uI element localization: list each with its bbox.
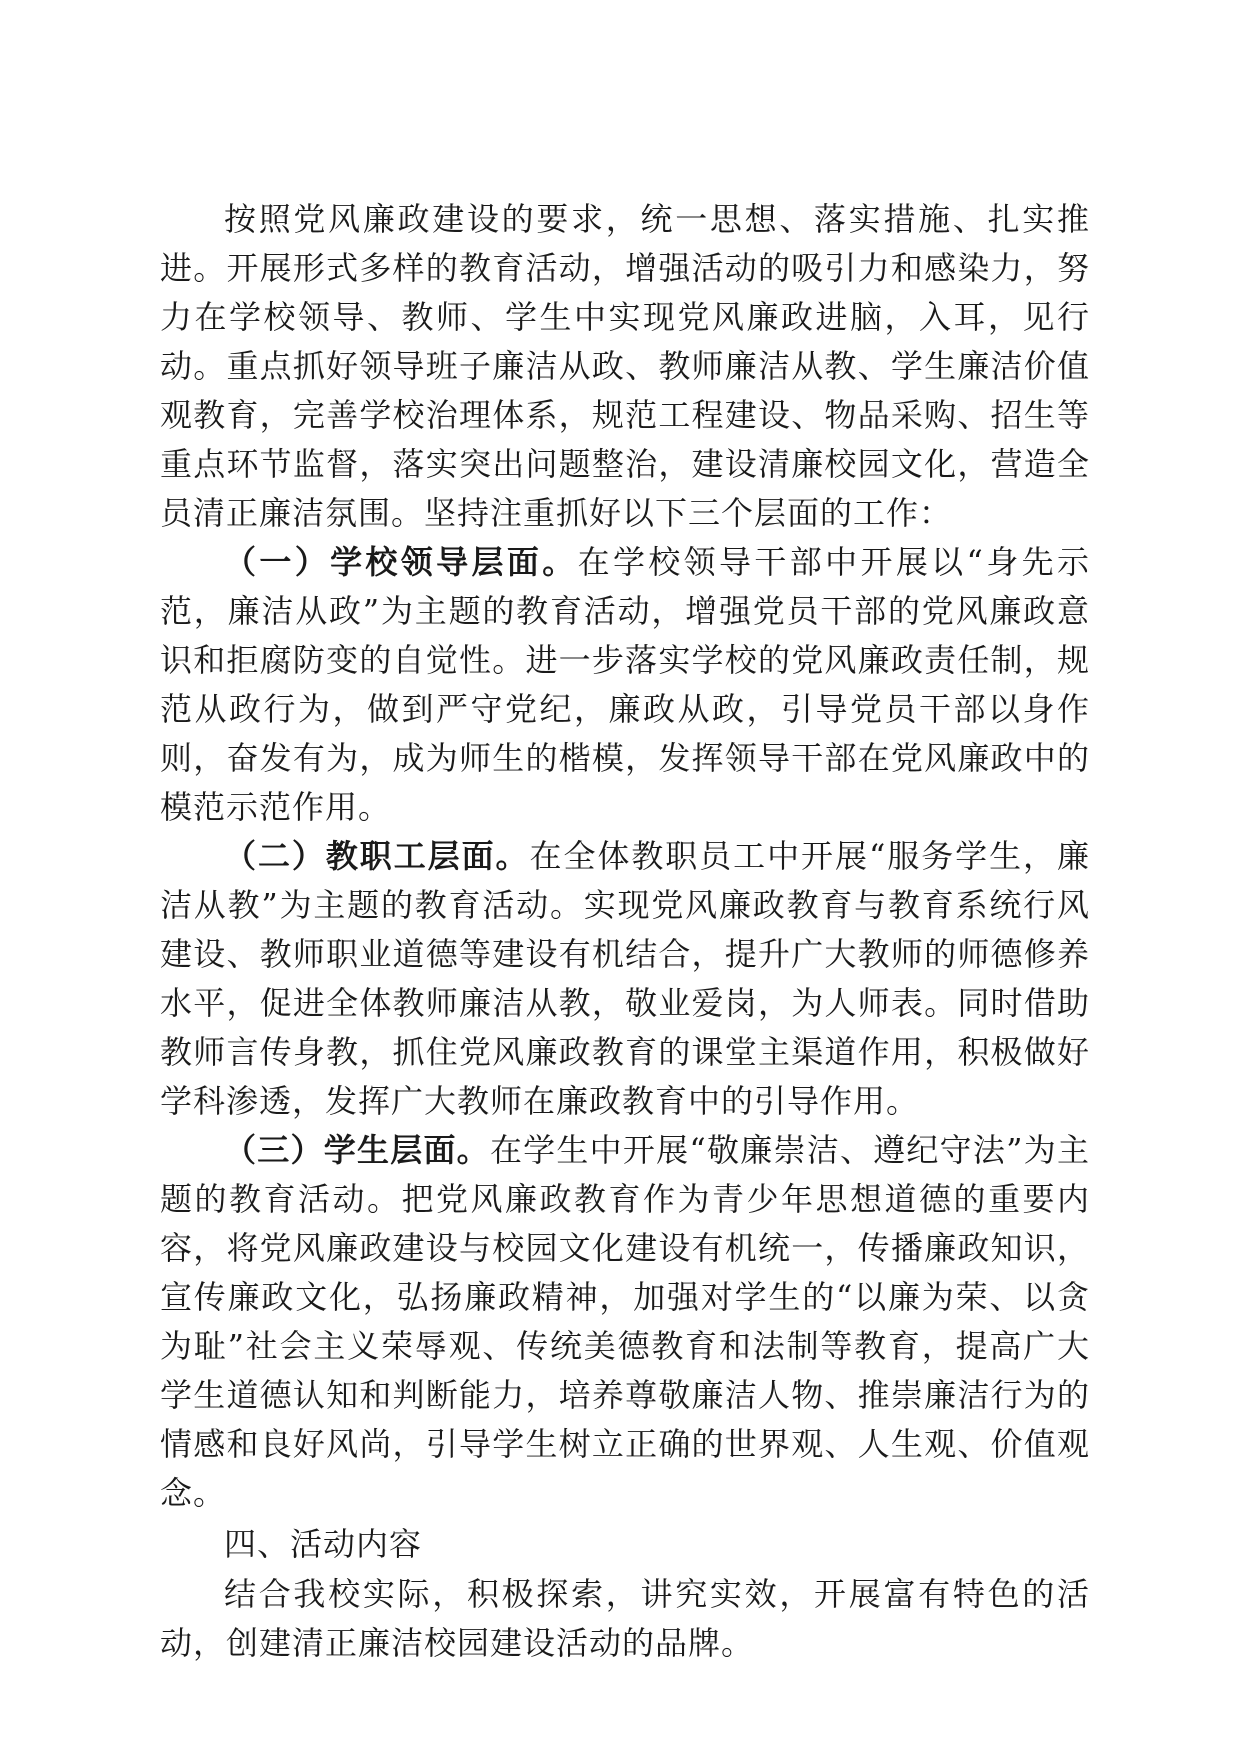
intro-paragraph [160, 195, 1090, 538]
section-3-paragraph [160, 1126, 1090, 1518]
section-2-paragraph [160, 832, 1090, 1126]
section-3-lead: （三）学生层面。 [224, 1131, 490, 1169]
section-2-body: 在全体教职员工中开展“服务学生，廉洁从教”为主题的教育活动。实现党风廉政教育与教育系统行风建设、教师职业道德等建设有机结合，提升广大教师的师德修养水平，促进全体教师廉洁从教，敬业爱岗，为人师表。同时借助教师言传身教，抓住党风廉政教育的课堂主渠道作用，积极做好学科渗透，发挥广大教师在廉政教育中的引导作用。 [160, 837, 1090, 1120]
section-1-paragraph [160, 538, 1090, 832]
document-page [160, 195, 1090, 1668]
section-1-lead: （一）学校领导层面。 [224, 543, 578, 581]
section-3-body: 在学生中开展“敬廉崇洁、遵纪守法”为主题的教育活动。把党风廉政教育作为青少年思想道德的重要内容，将党风廉政建设与校园文化建设有机统一，传播廉政知识，宣传廉政文化，弘扬廉政精神，加强对学生的“以廉为荣、以贪为耻”社会主义荣辱观、传统美德教育和法制等教育，提高广大学生道德认知和判断能力，培养尊敬廉洁人物、推崇廉洁行为的情感和良好风尚，引导学生树立正确的世界观、人生观、价值观念。 [160, 1131, 1090, 1512]
section-1-body: 在学校领导干部中开展以“身先示范，廉洁从政”为主题的教育活动，增强党员干部的党风廉政意识和拒腐防变的自觉性。进一步落实学校的党风廉政责任制，规范从政行为，做到严守党纪，廉政从政，引导党员干部以身作则，奋发有为，成为师生的楷模，发挥领导干部在党风廉政中的模范示范作用。 [160, 543, 1090, 826]
intro-text: 按照党风廉政建设的要求，统一思想、落实措施、扎实推进。开展形式多样的教育活动，增强活动的吸引力和感染力，努力在学校领导、教师、学生中实现党风廉政进脑，入耳，见行动。重点抓好领导班子廉洁从政、教师廉洁从教、学生廉洁价值观教育，完善学校治理体系，规范工程建设、物品采购、招生等重点环节监督，落实突出问题整治，建设清廉校园文化，营造全员清正廉洁氛围。坚持注重抓好以下三个层面的工作： [160, 200, 1090, 532]
closing-text: 结合我校实际，积极探索，讲究实效，开展富有特色的活动，创建清正廉洁校园建设活动的品牌。 [160, 1575, 1090, 1662]
section-2-lead: （二）教职工层面。 [224, 837, 530, 875]
closing-paragraph [160, 1570, 1090, 1668]
section-4-heading: 四、活动内容 [224, 1525, 423, 1563]
